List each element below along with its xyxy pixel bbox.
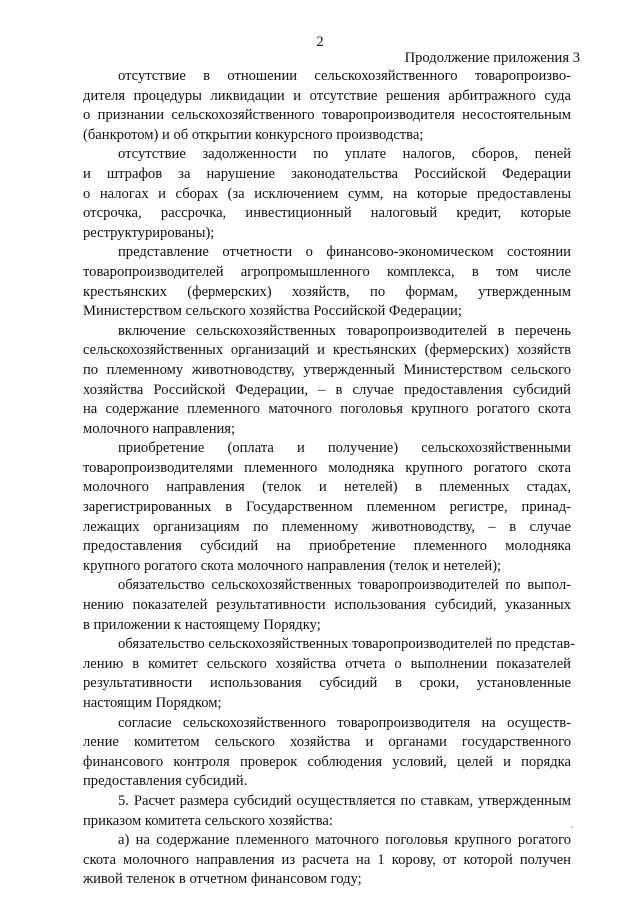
paragraph-line: в приложении к настоящему Порядку; [83,616,321,633]
paragraph-line: о налогах и сборах (за исключением сумм, на которые предоставлены [83,185,571,202]
paragraph-line: предоставления субсидий на приобретение племенного молодняка [83,538,571,555]
paragraph [83,635,576,713]
paragraph-line: на содержание племенного маточного поголовья крупного рогатого скота [83,401,571,418]
paragraph-line: 5. Расчет размера субсидий осуществляется по ставкам, утвержденным [118,792,571,809]
paragraph-line: обязательство сельскохозяйственных товаропроизводителей по представ- [118,636,576,653]
paragraph-line: согласие сельскохозяйственного товаропроизводителя на осуществ- [118,714,571,731]
paragraph [83,792,571,831]
paragraph-line: молочного направления (телок и нетелей) в племенных стадах, [83,479,571,496]
paragraph [83,243,571,321]
paragraph-line: (банкротом) и об открытии конкурсного производства; [83,126,424,143]
paragraph [83,576,571,635]
paragraph-line: крестьянских (фермерских) хозяйств, по формам, утвержденным [83,283,571,300]
paragraph-line: обязательство сельскохозяйственных товаропроизводителей по выпол- [118,577,571,594]
paragraph-line: лежащих организациям по племенному животноводству, – в случае [83,518,571,535]
paragraph-line: хозяйства Российской Федерации, – в случае предоставления субсидий [83,381,571,398]
paragraph-line: результативности использования субсидий в сроки, установленные [83,675,571,692]
paragraph [83,145,571,243]
paragraph-line: товаропроизводителей агропромышленного комплекса, в том числе [83,263,571,280]
paragraph-line: отсутствие задолженности по уплате налогов, сборов, пеней [118,146,571,163]
paragraph-line: нению показателей результативности использования субсидий, указанных [83,597,571,614]
paragraph-line: Министерством сельского хозяйства Российской Федерации; [83,303,462,320]
paragraph [83,322,571,440]
paragraph [83,439,571,576]
paragraph-line: дителя процедуры ликвидации и отсутствие решения арбитражного суда [83,87,571,104]
paragraph-line: ление комитетом сельского хозяйства и органами государственного [83,734,571,751]
paragraph-line: лению в комитет сельского хозяйства отчета о выполнении показателей [83,655,571,672]
paragraph-line: крупного рогатого скота молочного направления (телок и нетелей); [83,557,502,574]
paragraph [83,831,571,890]
page-number: 2 [316,34,324,50]
paragraph-line: приказом комитета сельского хозяйства: [83,812,333,829]
paragraph-line: живой теленок в отчетном финансовом году; [83,871,362,888]
paragraph-line: зарегистрированных в Государственном племенном регистре, принад- [83,499,571,516]
paragraph [83,67,571,145]
paragraph-line: сельскохозяйственных организаций и крестьянских (фермерских) хозяйств [83,342,571,359]
paragraph-line: отсутствие в отношении сельскохозяйственного товаропроизво- [118,68,571,84]
paragraph-line: скота молочного направления из расчета на 1 корову, от которой получен [83,851,571,868]
paragraph-line: представление отчетности о финансово-экономическом состоянии [118,244,571,261]
paragraph-line: о признании сельскохозяйственного товаропроизводителя несостоятельным [83,107,571,124]
paragraph-line: настоящим Порядком; [83,695,222,711]
paragraph [83,714,571,792]
appendix-note: Продолжение приложения 3 [404,50,580,66]
paragraph-line: реструктурированы); [83,224,215,241]
paragraph-line: отсрочка, рассрочка, инвестиционный налоговый кредит, которые [83,205,571,222]
paragraph-line: по племенному животноводству, утвержденный Министерством сельского [83,361,571,378]
paragraph-line: и штрафов за нарушение законодательства Российской Федерации [83,165,571,182]
paragraph-line: молочного направления; [83,420,236,437]
paragraph-line: товаропроизводителями племенного молодняка крупного рогатого скота [83,459,571,476]
document-body [83,67,576,890]
scan-speck [571,826,573,828]
paragraph-line: предоставления субсидий. [83,773,248,790]
paragraph-line: а) на содержание племенного маточного поголовья крупного рогатого [118,832,571,849]
paragraph-line: приобретение (оплата и получение) сельскохозяйственными [118,440,571,457]
paragraph-line: включение сельскохозяйственных товаропроизводителей в перечень [118,322,571,339]
paragraph-line: финансового контроля проверок соблюдения условий, целей и порядка [83,753,571,770]
